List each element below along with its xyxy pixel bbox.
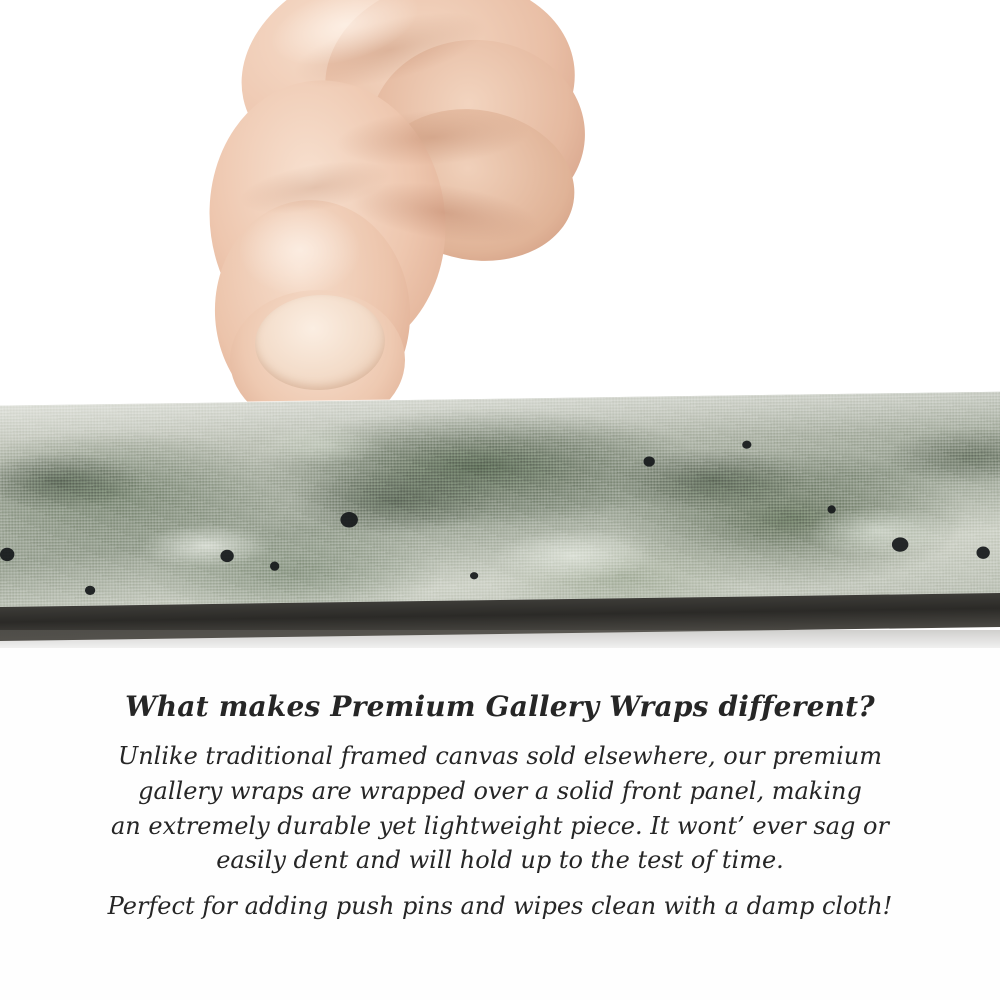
hand-pressing-canvas <box>120 0 590 430</box>
skin-highlight-lower <box>240 205 360 295</box>
caption-body <box>0 739 1000 878</box>
print-speck <box>742 441 751 449</box>
caption-block <box>0 690 1000 920</box>
caption-line: Unlike traditional framed canvas sold elsewhere, our premium <box>117 742 882 770</box>
print-speck <box>827 505 835 513</box>
print-speck <box>85 586 95 595</box>
caption-line: an extremely durable yet lightweight piece. It wont’ ever sag or <box>111 811 889 840</box>
print-speck <box>976 546 990 559</box>
caption-line: gallery wraps are wrapped over a solid front panel, making <box>138 776 862 805</box>
caption-closing-line: Perfect for adding push pins and wipes clean with a damp cloth! <box>107 892 893 921</box>
caption-title: What makes Premium Gallery Wraps different? <box>125 690 875 723</box>
print-speck <box>220 550 234 563</box>
print-speck <box>270 561 279 570</box>
print-speck <box>470 572 478 579</box>
canvas-drop-shadow <box>0 630 1000 648</box>
caption-line: easily dent and will hold up to the test of time. <box>216 846 784 875</box>
